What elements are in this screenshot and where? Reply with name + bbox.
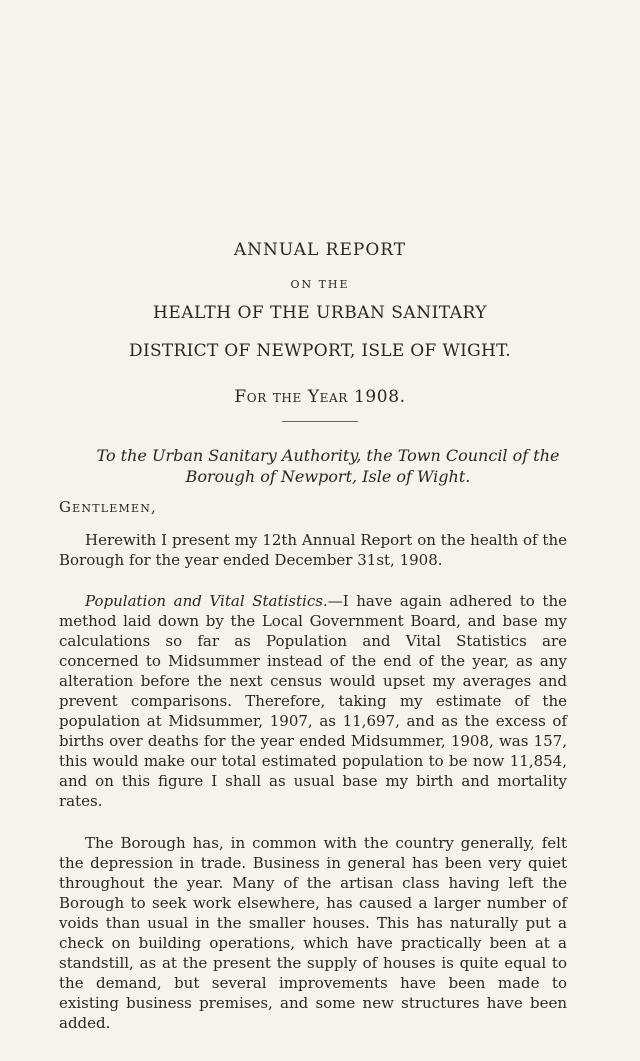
paragraph-trade: The Borough has, in common with the country generally, felt the depression in trade. Business in general has been very quiet throughout the year. Many of the artisan class having left the Borough to seek work elsewhere, has caused a larger number of voids than usual in the smaller houses. This has naturally put a check on building operations, which have practically been at a standstill, as at the present the supply of houses is quite equal to the demand, but several improvements have been made to existing business premises, and some new structures have been added. [59, 834, 567, 1032]
report-body [59, 530, 567, 1054]
paragraph-population [59, 591, 567, 811]
title-divider-rule [282, 421, 358, 422]
title-line-annual-report: ANNUAL REPORT [233, 240, 407, 260]
paragraph-intro: Herewith I present my 12th Annual Report on the health of the Borough for the year ended December 31st, 1908. [59, 531, 567, 569]
title-line-on-the: ON THE [290, 278, 350, 291]
addressee [88, 445, 568, 487]
section-heading-population: Population and Vital Statistics. [85, 592, 328, 610]
addressee-line-2: Borough of Newport, Isle of Wight. [185, 467, 471, 486]
report-title-block [0, 240, 640, 407]
salutation: Gentlemen, [59, 498, 157, 516]
title-line-year: For the Year 1908. [234, 387, 406, 407]
title-line-health: HEALTH OF THE URBAN SANITARY [153, 303, 487, 323]
addressee-line-1: To the Urban Sanitary Authority, the Town Council of the [96, 446, 560, 465]
title-line-district: DISTRICT OF NEWPORT, ISLE OF WIGHT. [129, 341, 511, 361]
paragraph-population-text: —I have again adhered to the method laid down by the Local Government Board, and base my calculations so far as Population and Vital Statistics are concerned to Midsummer instead of the end of the year, as any alteration before the next census would upset my averages and prevent comparisons. Therefore, taking my estimate of the population at Midsummer, 1907, as 11,697, and as the excess of births over deaths for the year ended Midsummer, 1908, was 157, this would make our total estimated population to be now 11,854, and on this figure I shall as usual base my birth and mortality rates. [59, 592, 567, 810]
